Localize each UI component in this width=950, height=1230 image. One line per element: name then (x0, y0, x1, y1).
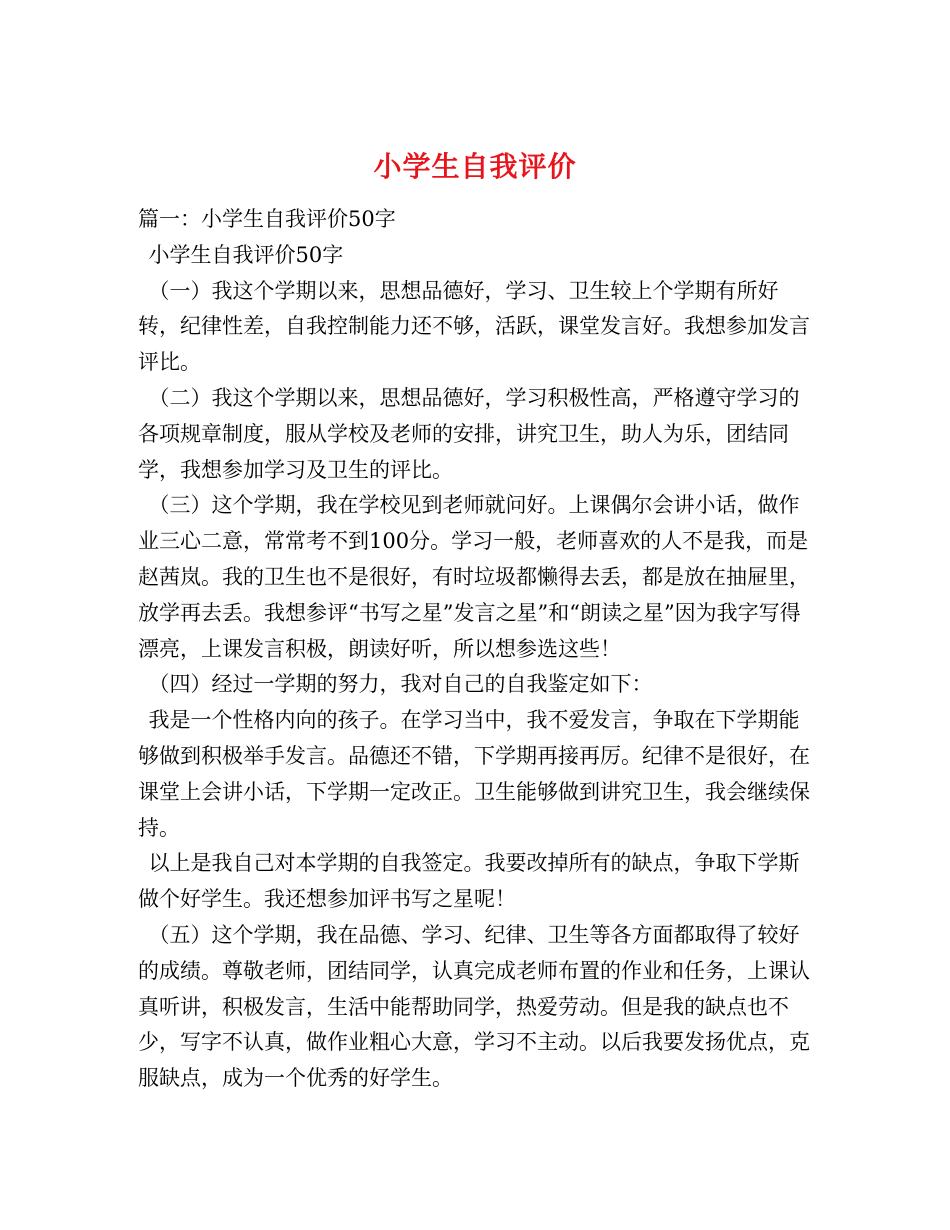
subheading: 小学生自我评价50字 (148, 242, 344, 267)
paragraph-3: （三）这个学期，我在学校见到老师就问好。上课偶尔会讲小话，做作业三心二意，常常考不到100分。学习一般，老师喜欢的人不是我，而是赵茜岚。我的卫生也不是很好，有时垃圾都懒得去丢，都是放在抽屉里，放学再去丢。我想参评“书写之星”发言之星”和“朗读之星”因为我字写得漂亮，上课发言积极，朗读好听，所以想参选这些！ (138, 493, 810, 661)
paragraph-2: （二）我这个学期以来，思想品德好，学习积极性高，严格遵守学习的各项规章制度，服从学校及老师的安排，讲究卫生，助人为乐，团结同学，我想参加学习及卫生的评比。 (138, 385, 800, 482)
paragraph-6: 以上是我自己对本学期的自我签定。我要改掉所有的缺点，争取下学斯做个好学生。我还想参加评书写之星呢！ (138, 851, 800, 912)
paragraph-5: 我是一个性格内向的孩子。在学习当中，我不爱发言，争取在下学期能够做到积极举手发言。品德还不错，下学期再接再厉。纪律不是很好，在课堂上会讲小话，下学期一定改正。卫生能够做到讲究卫生，我会继续保持。 (138, 708, 810, 840)
paragraph-4: （四）经过一学期的努力，我对自己的自我鉴定如下： (148, 672, 653, 697)
section-heading: 篇一：小学生自我评价50字 (138, 207, 396, 231)
document-body (138, 202, 818, 1097)
paragraph-1: （一）我这个学期以来，思想品德好，学习、卫生较上个学期有所好转，纪律性差，自我控制能力还不够，活跃，课堂发言好。我想参加发言评比。 (138, 278, 810, 375)
paragraph-7: （五）这个学期，我在品德、学习、纪律、卫生等各方面都取得了较好的成绩。尊敬老师，团结同学，认真完成老师布置的作业和任务，上课认真听讲，积极发言，生活中能帮助同学，热爱劳动。但是我的缺点也不少，写字不认真，做作业粗心大意，学习不主动。以后我要发扬优点，克服缺点，成为一个优秀的好学生。 (138, 922, 810, 1091)
document-title: 小学生自我评价 (373, 149, 577, 183)
